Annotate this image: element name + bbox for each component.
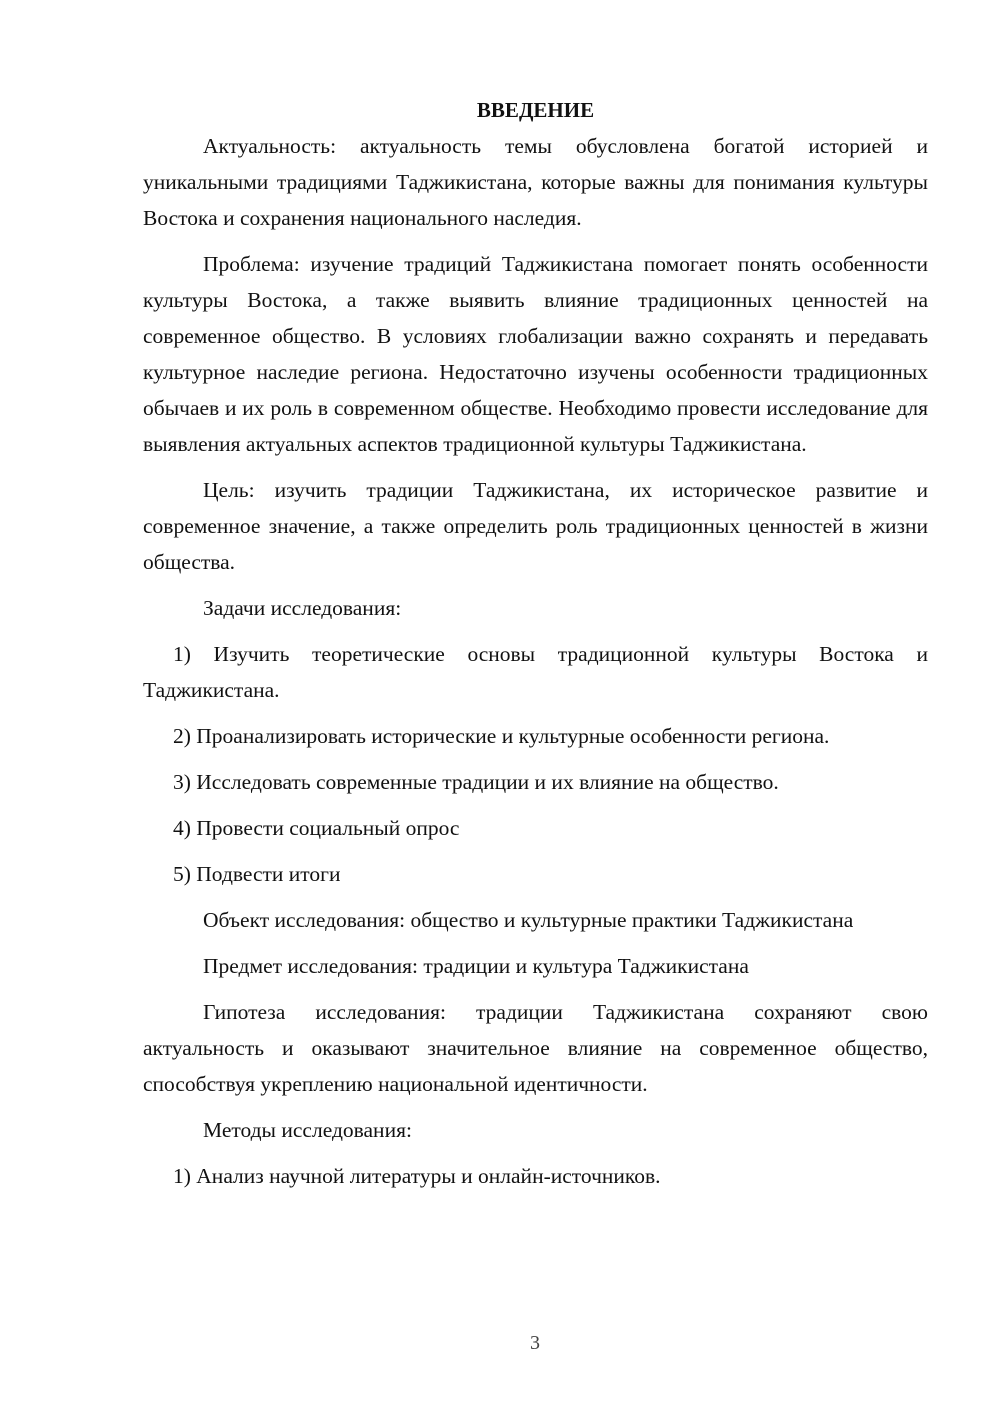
page-title: ВВЕДЕНИЕ — [476, 98, 595, 122]
task-item-3: 3) Исследовать современные традиции и их влияние на общество. — [173, 770, 779, 794]
page-number: 3 — [530, 1332, 540, 1354]
task-item-1: 1) Изучить теоретические основы традиционной культуры Востока и Таджикистана. — [143, 642, 928, 702]
method-item-1: 1) Анализ научной литературы и онлайн-источников. — [173, 1164, 661, 1188]
hypothesis-paragraph: Гипотеза исследования: традиции Таджикистана сохраняют свою актуальность и оказывают значительное влияние на современное общество, способствуя укреплению национальной идентичности. — [143, 1000, 928, 1096]
relevance-paragraph: Актуальность: актуальность темы обусловлена богатой историей и уникальными традициями Таджикистана, которые важны для понимания культуры Востока и сохранения национального наследия. — [143, 134, 928, 230]
task-item-2: 2) Проанализировать исторические и культурные особенности региона. — [173, 724, 830, 748]
task-item-4: 4) Провести социальный опрос — [173, 816, 460, 840]
object-paragraph: Объект исследования: общество и культурные практики Таджикистана — [203, 908, 854, 932]
methods-heading: Методы исследования: — [203, 1118, 412, 1142]
task-item-5: 5) Подвести итоги — [173, 862, 341, 886]
tasks-heading: Задачи исследования: — [203, 596, 402, 620]
goal-paragraph: Цель: изучить традиции Таджикистана, их историческое развитие и современное значение, а также определить роль традиционных ценностей в жизни общества. — [143, 478, 928, 574]
document-page — [143, 92, 928, 1204]
problem-paragraph: Проблема: изучение традиций Таджикистана помогает понять особенности культуры Востока, а также выявить влияние традиционных ценностей на современное общество. В условиях глобализации важно сохранять и передавать культурное наследие региона. Недостаточно изучены особенности традиционных обычаев и их роль в современном обществе. Необходимо провести исследование для выявления актуальных аспектов традиционной культуры Таджикистана. — [143, 252, 928, 456]
subject-paragraph: Предмет исследования: традиции и культура Таджикистана — [203, 954, 749, 978]
